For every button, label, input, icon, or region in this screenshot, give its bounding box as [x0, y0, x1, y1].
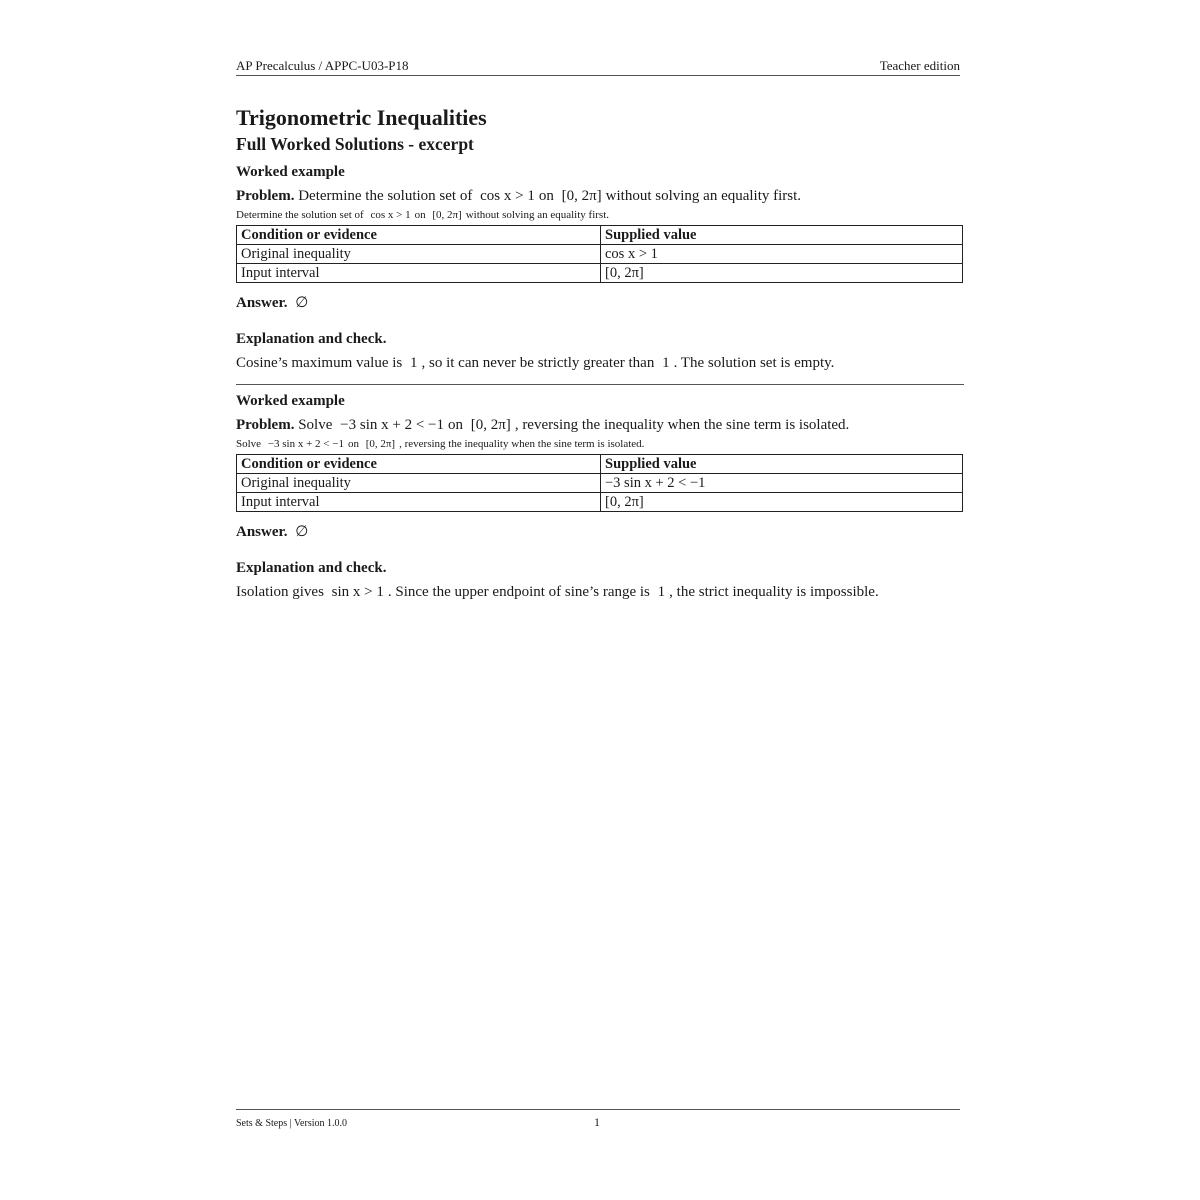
column-header: Supplied value: [601, 455, 963, 474]
problem-math: [0, 2π]: [432, 209, 462, 221]
explanation-text: [236, 353, 964, 373]
explanation-math: 1: [662, 355, 670, 371]
explanation-segment: Isolation gives: [236, 584, 324, 600]
problem-text: on: [538, 188, 554, 204]
table-cell: cos x > 1: [601, 245, 963, 264]
explanation-segment: Cosine’s maximum value is: [236, 355, 403, 371]
problem-text: on: [414, 209, 426, 221]
explanation-text: [236, 582, 964, 602]
answer-lead: Answer.: [236, 524, 288, 540]
answer-value: ∅: [295, 295, 309, 311]
problem-math: [0, 2π]: [365, 438, 396, 450]
table-row: [237, 264, 963, 283]
running-header: [236, 58, 960, 76]
page-title: Trigonometric Inequalities: [236, 105, 487, 130]
problem-lead: Problem.: [236, 417, 295, 433]
problem-statement: [236, 415, 964, 435]
column-header: Condition or evidence: [237, 226, 601, 245]
example-label: Worked example: [236, 164, 345, 180]
problem-math: [0, 2π]: [561, 188, 602, 204]
table-cell: [0, 2π]: [601, 264, 963, 283]
page-subtitle: Full Worked Solutions - excerpt: [236, 134, 474, 154]
edition-label: Teacher edition: [879, 58, 960, 73]
problem-restatement: [236, 207, 964, 223]
problem-text: Solve: [298, 417, 333, 433]
explanation-segment: , the strict inequality is impossible.: [669, 584, 879, 600]
problem-text: without solving an equality first.: [605, 188, 802, 204]
answer-line: [236, 293, 964, 313]
problem-text: , reversing the inequality when the sine term is isolated.: [514, 417, 850, 433]
problem-math: −3 sin x + 2 < −1: [267, 438, 344, 450]
page-footer: [236, 1109, 960, 1129]
problem-math: cos x > 1: [370, 209, 411, 221]
worked-example-2: [236, 391, 964, 602]
explanation-segment: . Since the upper endpoint of sine’s range is: [387, 584, 650, 600]
example-label: Worked example: [236, 393, 345, 409]
table-row: [237, 493, 963, 512]
answer-line: [236, 522, 964, 542]
problem-text: on: [447, 417, 463, 433]
problem-math: cos x > 1: [480, 188, 535, 204]
problem-text: Determine the solution set of: [236, 209, 364, 221]
explanation-segment: . The solution set is empty.: [673, 355, 835, 371]
evidence-table: [236, 225, 963, 283]
problem-text: Determine the solution set of: [298, 188, 473, 204]
column-header: Condition or evidence: [237, 455, 601, 474]
table-cell: Original inequality: [237, 245, 601, 264]
answer-lead: Answer.: [236, 295, 288, 311]
page-number: 1: [594, 1115, 600, 1129]
problem-text: Solve: [236, 438, 262, 450]
problem-math: −3 sin x + 2 < −1: [340, 417, 444, 433]
worked-example-1: [236, 162, 964, 373]
evidence-table: [236, 454, 963, 512]
explanation-math: 1: [657, 584, 666, 600]
problem-lead: Problem.: [236, 188, 295, 204]
problem-statement: [236, 186, 964, 206]
table-row: [237, 474, 963, 493]
table-cell: Input interval: [237, 493, 601, 512]
explanation-math: sin x > 1: [331, 584, 384, 600]
explanation-segment: , so it can never be strictly greater than: [421, 355, 655, 371]
page-content: [236, 104, 964, 602]
problem-text: without solving an equality first.: [465, 209, 610, 221]
explanation-title: Explanation and check.: [236, 331, 387, 347]
table-header-row: [237, 226, 963, 245]
table-cell: Original inequality: [237, 474, 601, 493]
table-row: [237, 245, 963, 264]
problem-restatement: [236, 436, 964, 452]
footer-version: Sets & Steps | Version 1.0.0: [236, 1118, 347, 1129]
table-cell: [0, 2π]: [601, 493, 963, 512]
explanation-math: 1: [410, 355, 418, 371]
table-header-row: [237, 455, 963, 474]
column-header: Supplied value: [601, 226, 963, 245]
section-divider: [236, 384, 964, 385]
problem-text: on: [347, 438, 359, 450]
table-cell: Input interval: [237, 264, 601, 283]
problem-text: , reversing the inequality when the sine term is isolated.: [399, 438, 645, 450]
explanation-title: Explanation and check.: [236, 560, 387, 576]
table-cell: −3 sin x + 2 < −1: [601, 474, 963, 493]
problem-math: [0, 2π]: [470, 417, 511, 433]
answer-value: ∅: [295, 524, 309, 540]
course-code: AP Precalculus / APPC-U03-P18: [236, 58, 409, 73]
